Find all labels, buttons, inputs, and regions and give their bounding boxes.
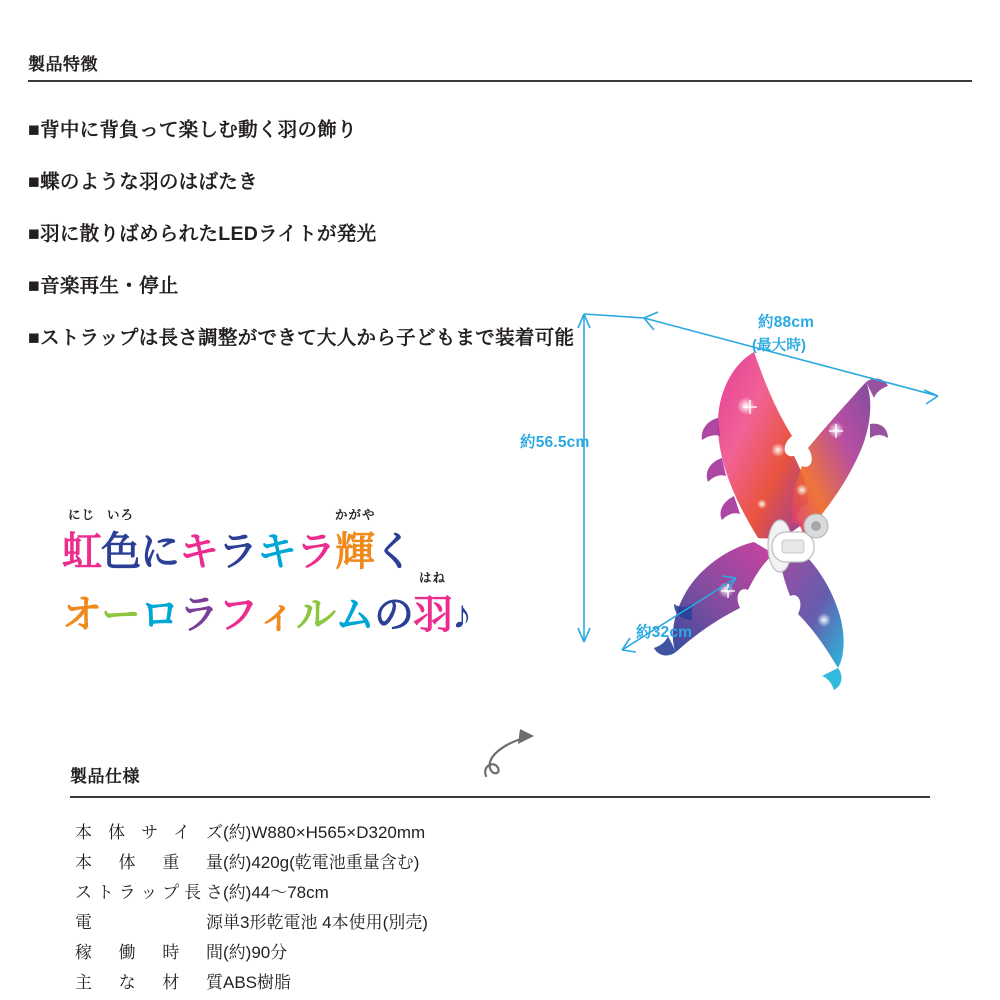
ruby-iro: いろ (106, 508, 134, 522)
catch-char: キ (257, 530, 296, 574)
table-row (75, 936, 428, 966)
specs-table (75, 816, 428, 996)
features-heading: 製品特徴 (28, 55, 98, 74)
spec-key: 本体重量 (75, 853, 223, 873)
table-row (75, 906, 428, 936)
table-row (75, 846, 428, 876)
ruby-niji: にじ (67, 508, 95, 522)
catch-char: ラ (296, 530, 335, 574)
ruby-kagaya: かがや (335, 508, 376, 522)
specs-heading: 製品仕様 (70, 767, 140, 786)
table-row (75, 816, 428, 846)
product-image (520, 290, 980, 710)
spec-key: 電源 (75, 913, 223, 933)
product-illustration-area (0, 280, 1000, 730)
catch-char: 羽 (413, 593, 452, 637)
feature-item: ■羽に散りばめられたLEDライトが発光 (28, 223, 377, 245)
catch-char: ロ (140, 593, 179, 637)
feature-item: ■蝶のような羽のはばたき (28, 171, 258, 193)
dimension-depth-label: 約32cm (636, 624, 693, 641)
spec-key: 稼働時間 (75, 943, 223, 963)
feature-item: ■音楽再生・停止 (28, 275, 179, 297)
catch-char: 色 (101, 530, 140, 574)
catchcopy-line-2 (62, 571, 482, 640)
spec-key: 主な材質 (75, 973, 223, 993)
dimension-width-label-line1: 約88cm (758, 314, 815, 331)
catch-char: に (140, 530, 179, 574)
catch-char: フ (218, 593, 257, 637)
catchcopy (62, 508, 482, 650)
specs-section (70, 762, 930, 996)
specs-divider (70, 796, 930, 798)
catch-char: ム (335, 593, 374, 637)
catch-char: 虹 (62, 530, 101, 574)
catch-char: ィ (257, 593, 296, 637)
catch-char: キ (179, 530, 218, 574)
dimension-width-label-line2: (最大時) (752, 338, 807, 354)
feature-item: ■ストラップは長さ調整ができて大人から子どもまで装着可能 (28, 327, 575, 349)
spec-key: 本体サイズ (75, 823, 223, 843)
table-row (75, 966, 428, 996)
catch-char: ラ (218, 530, 257, 574)
spec-value: (約)W880×H565×D320mm (223, 823, 426, 843)
ruby-hane: はね (418, 571, 446, 585)
spec-value: (約)420g(乾電池重量含む) (223, 853, 420, 873)
spec-value: ABS樹脂 (223, 973, 292, 993)
catch-char: の (374, 593, 413, 637)
catch-char: ラ (179, 593, 218, 637)
catch-char: 輝 (335, 530, 374, 574)
table-row (75, 876, 428, 906)
catch-char: ー (101, 593, 140, 637)
spec-value: 単3形乾電池 4本使用(別売) (223, 913, 428, 933)
spec-key: ストラップ長さ (75, 883, 223, 903)
catch-char: ♪ (452, 593, 471, 637)
catch-char: ル (296, 593, 335, 637)
dimension-height-label: 約56.5cm (520, 434, 590, 451)
features-divider (28, 80, 972, 82)
feature-item: ■背中に背負って楽しむ動く羽の飾り (28, 119, 357, 141)
catch-char: く (374, 530, 413, 574)
spec-value: (約)44〜78cm (223, 883, 329, 903)
catch-char: オ (62, 593, 101, 637)
spec-value: (約)90分 (223, 943, 288, 963)
